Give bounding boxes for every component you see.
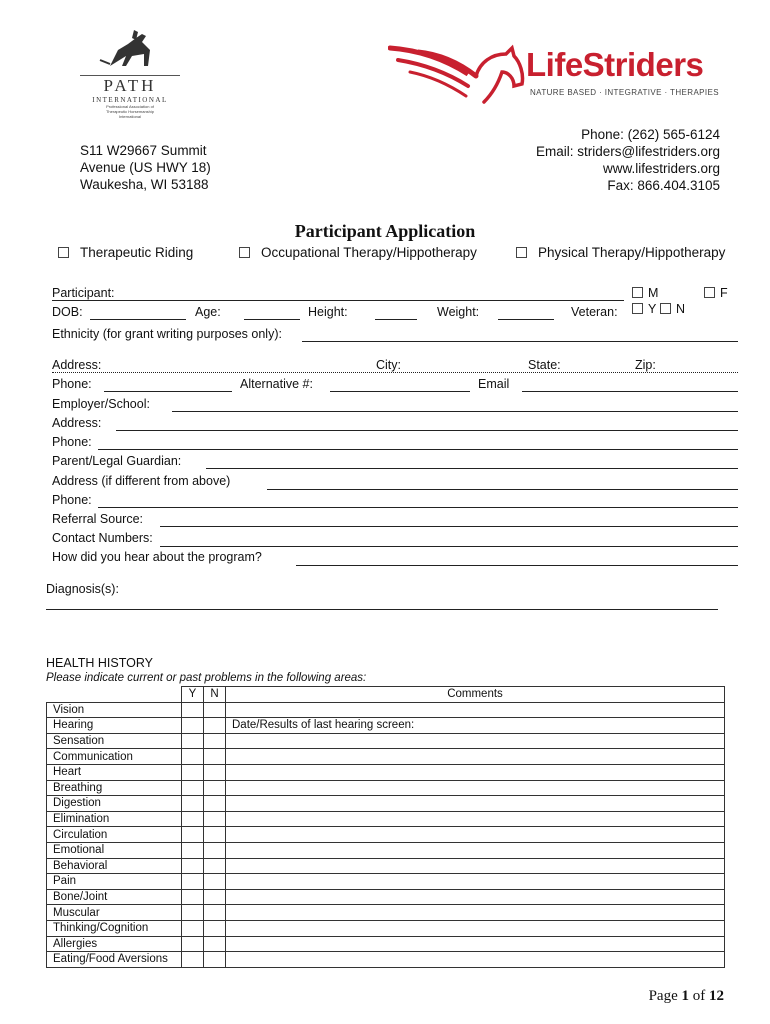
yes-cell[interactable] [182, 827, 204, 843]
table-row [47, 780, 725, 796]
contact-email[interactable]: Email: striders@lifestriders.org [536, 144, 720, 159]
veteran-y-option[interactable] [632, 302, 656, 316]
yes-cell[interactable] [182, 749, 204, 765]
lifestriders-logo [388, 40, 728, 110]
no-cell[interactable] [204, 780, 226, 796]
program-label: Occupational Therapy/Hippotherapy [261, 245, 477, 260]
state-label: State: [528, 358, 561, 372]
contact-website[interactable]: www.lifestriders.org [602, 161, 720, 176]
condition-label: Emotional [47, 842, 182, 858]
no-cell[interactable] [204, 733, 226, 749]
page-of: of [692, 988, 706, 1004]
no-cell[interactable] [204, 842, 226, 858]
diagnosis-field[interactable] [46, 609, 718, 610]
address-line-1: S11 W29667 Summit [80, 143, 207, 158]
path-logo-tagline: Professional Association of Therapeutic Horsemanship International [105, 104, 155, 119]
veteran-n-label: N [676, 302, 686, 316]
yes-cell[interactable] [182, 780, 204, 796]
page-current: 1 [681, 988, 689, 1004]
condition-label: Digestion [47, 796, 182, 812]
header-n: N [204, 687, 226, 703]
ethnicity-label: Ethnicity (for grant writing purposes only): [52, 327, 282, 341]
no-cell[interactable] [204, 702, 226, 718]
phone-label: Phone: [52, 377, 92, 391]
condition-label: Muscular [47, 905, 182, 921]
page-total: 12 [709, 988, 724, 1004]
condition-label: Behavioral [47, 858, 182, 874]
condition-label: Bone/Joint [47, 889, 182, 905]
zip-label: Zip: [635, 358, 656, 372]
condition-label: Sensation [47, 733, 182, 749]
header-comments: Comments [226, 687, 725, 703]
yes-cell[interactable] [182, 718, 204, 734]
table-row [47, 842, 725, 858]
condition-label: Vision [47, 702, 182, 718]
participant-label: Participant: [52, 286, 115, 300]
program-occupational-therapy[interactable] [239, 245, 477, 260]
guardian-phone-field[interactable] [98, 507, 738, 508]
employer-address-field[interactable] [116, 430, 738, 431]
no-cell[interactable] [204, 749, 226, 765]
health-history-instruction: Please indicate current or past problems in the following areas: [46, 672, 367, 684]
condition-label: Elimination [47, 811, 182, 827]
gender-f-label: F [720, 286, 728, 300]
heard-field[interactable] [296, 565, 738, 566]
gender-m-label: M [648, 286, 659, 300]
page-number [649, 988, 724, 1005]
yes-cell[interactable] [182, 811, 204, 827]
email-label: Email [478, 377, 510, 391]
table-row [47, 905, 725, 921]
table-row [47, 718, 725, 734]
comment-cell[interactable] [226, 842, 725, 858]
checkbox[interactable] [58, 247, 69, 258]
yes-cell[interactable] [182, 952, 204, 968]
no-cell[interactable] [204, 811, 226, 827]
table-header-row [47, 687, 725, 703]
program-physical-therapy[interactable] [516, 245, 725, 260]
table-row [47, 936, 725, 952]
path-logo [80, 28, 180, 119]
participant-field[interactable] [52, 300, 624, 301]
condition-label: Pain [47, 874, 182, 890]
checkbox[interactable] [516, 247, 527, 258]
no-cell[interactable] [204, 920, 226, 936]
yes-cell[interactable] [182, 702, 204, 718]
comment-cell[interactable]: Date/Results of last hearing screen: [226, 718, 725, 734]
guardian-label: Parent/Legal Guardian: [52, 454, 182, 468]
no-cell[interactable] [204, 827, 226, 843]
veteran-n-option[interactable] [660, 302, 685, 316]
condition-label: Heart [47, 764, 182, 780]
employer-phone-field[interactable] [98, 449, 738, 450]
checkbox[interactable] [239, 247, 250, 258]
header-blank [47, 687, 182, 703]
veteran-label: Veteran: [571, 305, 618, 319]
comment-cell[interactable] [226, 905, 725, 921]
dob-label: DOB: [52, 305, 83, 319]
table-row [47, 827, 725, 843]
city-label: City: [376, 358, 401, 372]
comment-cell[interactable] [226, 920, 725, 936]
alternative-field[interactable] [330, 391, 470, 392]
guardian-field[interactable] [206, 468, 738, 469]
checkbox[interactable] [632, 287, 643, 298]
contact-fax: Fax: 866.404.3105 [607, 178, 720, 193]
table-row [47, 952, 725, 968]
alternative-label: Alternative #: [240, 377, 313, 391]
program-label: Therapeutic Riding [80, 245, 194, 260]
comment-cell[interactable] [226, 874, 725, 890]
lifestriders-name: LifeStriders [526, 46, 704, 83]
table-row [47, 920, 725, 936]
yes-cell[interactable] [182, 764, 204, 780]
address-label: Address: [52, 358, 102, 372]
comment-cell[interactable] [226, 889, 725, 905]
no-cell[interactable] [204, 905, 226, 921]
no-cell[interactable] [204, 796, 226, 812]
checkbox[interactable] [660, 303, 671, 314]
checkbox[interactable] [632, 303, 643, 314]
address-line-3: Waukesha, WI 53188 [80, 177, 209, 192]
yes-cell[interactable] [182, 858, 204, 874]
no-cell[interactable] [204, 952, 226, 968]
yes-cell[interactable] [182, 733, 204, 749]
yes-cell[interactable] [182, 889, 204, 905]
header-y: Y [182, 687, 204, 703]
comment-cell[interactable] [226, 702, 725, 718]
comment-cell[interactable] [226, 827, 725, 843]
program-therapeutic-riding[interactable] [58, 245, 193, 260]
employer-field[interactable] [172, 411, 738, 412]
referral-label: Referral Source: [52, 512, 144, 526]
gender-m-option[interactable] [632, 286, 658, 300]
contact-phone: Phone: (262) 565-6124 [581, 127, 720, 142]
page-title: Participant Application [294, 221, 476, 241]
table-row [47, 749, 725, 765]
no-cell[interactable] [204, 889, 226, 905]
lifestriders-tagline: NATURE BASED · INTEGRATIVE · THERAPIES [530, 88, 720, 97]
address-field[interactable] [52, 372, 738, 373]
condition-label: Communication [47, 749, 182, 765]
email-field[interactable] [522, 391, 738, 392]
comment-cell[interactable] [226, 936, 725, 952]
ethnicity-field[interactable] [302, 341, 738, 342]
guardian-address-label: Address (if different from above) [52, 474, 231, 488]
condition-label: Breathing [47, 780, 182, 796]
comment-cell[interactable] [226, 733, 725, 749]
employer-label: Employer/School: [52, 397, 150, 411]
height-field[interactable] [375, 319, 417, 320]
phone-field[interactable] [104, 391, 232, 392]
comment-cell[interactable] [226, 796, 725, 812]
yes-cell[interactable] [182, 936, 204, 952]
org-address [80, 142, 211, 193]
contact-numbers-field[interactable] [160, 546, 738, 547]
table-row [47, 858, 725, 874]
yes-cell[interactable] [182, 796, 204, 812]
comment-cell[interactable] [226, 811, 725, 827]
no-cell[interactable] [204, 764, 226, 780]
program-label: Physical Therapy/Hippotherapy [538, 245, 726, 260]
guardian-address-field[interactable] [267, 489, 738, 490]
employer-address-label: Address: [52, 416, 102, 430]
pegasus-horse-icon [388, 40, 528, 108]
condition-label: Circulation [47, 827, 182, 843]
table-row [47, 764, 725, 780]
path-logo-subtitle: INTERNATIONAL [92, 96, 168, 104]
checkbox[interactable] [704, 287, 715, 298]
age-label: Age: [195, 305, 221, 319]
path-logo-name: PATH [80, 75, 180, 96]
condition-label: Hearing [47, 718, 182, 734]
condition-label: Eating/Food Aversions [47, 952, 182, 968]
comment-cell[interactable] [226, 764, 725, 780]
comment-cell[interactable] [226, 952, 725, 968]
no-cell[interactable] [204, 936, 226, 952]
comment-cell[interactable] [226, 858, 725, 874]
height-label: Height: [308, 305, 348, 319]
gender-f-option[interactable] [704, 286, 728, 300]
table-row [47, 733, 725, 749]
age-field[interactable] [244, 319, 300, 320]
dob-field[interactable] [90, 319, 186, 320]
no-cell[interactable] [204, 718, 226, 734]
condition-label: Allergies [47, 936, 182, 952]
no-cell[interactable] [204, 874, 226, 890]
health-history-heading: HEALTH HISTORY [46, 656, 153, 670]
veteran-y-label: Y [648, 302, 657, 316]
yes-cell[interactable] [182, 874, 204, 890]
table-row [47, 702, 725, 718]
table-row [47, 796, 725, 812]
org-contact [536, 126, 720, 194]
comment-cell[interactable] [226, 780, 725, 796]
guardian-phone-label: Phone: [52, 493, 92, 507]
yes-cell[interactable] [182, 842, 204, 858]
yes-cell[interactable] [182, 920, 204, 936]
page-prefix: Page [648, 988, 678, 1004]
address-line-2: Avenue (US HWY 18) [80, 160, 211, 175]
heard-label: How did you hear about the program? [52, 550, 262, 564]
yes-cell[interactable] [182, 905, 204, 921]
table-row [47, 874, 725, 890]
weight-label: Weight: [437, 305, 480, 319]
weight-field[interactable] [498, 319, 554, 320]
referral-field[interactable] [160, 526, 738, 527]
no-cell[interactable] [204, 858, 226, 874]
diagnosis-label: Diagnosis(s): [46, 582, 119, 596]
comment-cell[interactable] [226, 749, 725, 765]
contact-numbers-label: Contact Numbers: [52, 531, 153, 545]
health-history-table [46, 686, 725, 968]
table-row [47, 889, 725, 905]
horse-rider-icon [80, 28, 180, 70]
employer-phone-label: Phone: [52, 435, 92, 449]
condition-label: Thinking/Cognition [47, 920, 182, 936]
table-row [47, 811, 725, 827]
